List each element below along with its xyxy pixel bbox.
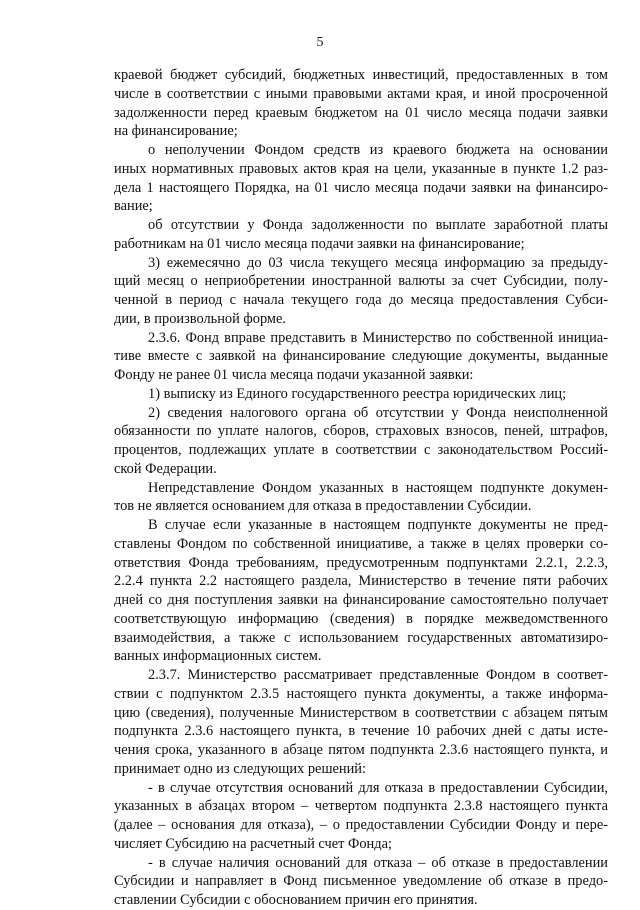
text-line: краевой бюджет субсидий, бюджетных инвестиций, предоставленных в том [114, 67, 608, 83]
text-line: числе в соответствии с иными правовыми актами края, и иной просроченной [114, 85, 608, 102]
text-line: соответствующую информацию (сведения) в порядке межведомственного [114, 610, 608, 627]
text-line: дела 1 настоящего Порядка, на 01 число месяца подачи заявки на финансиро- [114, 179, 608, 196]
text-line: Фонду не ранее 01 числа месяца подачи указанной заявки: [114, 367, 474, 383]
text-line: 2) сведения налогового органа об отсутствии у Фонда неисполненной [148, 404, 608, 421]
text-line: щий месяц о неприобретении иностранной валюты за счет Субсидии, полу- [114, 273, 608, 290]
text-line: на финансирование; [114, 123, 238, 140]
text-line: процентов, подлежащих уплате в соответствии с законодательством Россий- [114, 442, 608, 458]
page-number: 5 [316, 35, 324, 50]
text-line: 2.3.7. Министерство рассматривает представленные Фондом в соответ- [148, 667, 608, 683]
text-line: ставлены Фондом по собственной инициативе, а также в целях проверки со- [114, 535, 608, 552]
text-line: В случае если указанные в настоящем подпункте документы не пред- [148, 517, 608, 533]
text-line: об отсутствии у Фонда задолженности по выплате заработной платы [148, 217, 608, 233]
text-line: вание; [114, 198, 153, 215]
text-line: Субсидии и направляет в Фонд письменное уведомление об отказе в предо- [114, 873, 608, 890]
document-body [114, 66, 608, 910]
text-line: ченной в период с начала текущего года до месяца предоставления Субси- [114, 292, 608, 308]
text-line: (далее – основания для отказа), – о предоставлении Субсидии Фонду и пере- [114, 817, 608, 833]
text-line: цию (сведения), полученные Министерством в соответствии с абзацем пятым [114, 704, 608, 721]
text-line: 2.3.6. Фонд вправе представить в Министерство по собственной инициа- [148, 329, 608, 346]
text-line: ской Федерации. [114, 460, 217, 477]
text-line: подпункта 2.3.6 настоящего пункта, в течение 10 рабочих дней с даты исте- [114, 723, 608, 740]
text-line: 3) ежемесячно до 03 числа текущего месяца информацию за предыду- [148, 254, 608, 271]
text-line: дии, в произвольной форме. [114, 310, 287, 327]
text-line: обязанности по уплате налогов, сборов, страховых взносов, пеней, штрафов, [114, 423, 608, 440]
text-line: задолженности перед краевым бюджетом на 01 число месяца подачи заявки [114, 104, 608, 121]
text-line: ответствия Фонда требованиям, предусмотренным подпунктами 2.2.1, 2.2.3, [114, 554, 608, 571]
text-line: взаимодействия, а также с использованием государственных автоматизиро- [114, 629, 608, 646]
text-line: Непредставление Фондом указанных в настоящем подпункте докумен- [148, 479, 608, 496]
text-line: дней со дня поступления заявки на финансирование самостоятельно получает [114, 592, 608, 608]
text-line: - в случае отсутствия оснований для отказа в предоставлении Субсидии, [148, 779, 608, 796]
text-line: тов не является основанием для отказа в предоставлении Субсидии. [114, 498, 532, 515]
text-line: 2.2.4 пункта 2.2 настоящего раздела, Министерство в течение пяти рабочих [114, 573, 608, 590]
text-line: о неполучении Фондом средств из краевого бюджета на основании [148, 142, 608, 158]
text-line: иных нормативных правовых актов края на цели, указанные в пункте 1.2 раз- [114, 160, 608, 177]
text-line: ствии с подпунктом 2.3.5 настоящего пункта документы, а также информа- [114, 685, 608, 702]
text-line: числяет Субсидию на расчетный счет Фонда; [114, 835, 392, 852]
text-line: работникам на 01 число месяца подачи заявки на финансирование; [114, 235, 525, 252]
text-line: указанных в абзацах втором – четвертом подпункта 2.3.8 настоящего пункта [114, 798, 608, 815]
text-line: ванных информационных систем. [114, 648, 322, 665]
text-line: чения срока, указанного в абзаце пятом подпункта 2.3.6 настоящего пункта, и [114, 742, 608, 758]
text-line: ставлении Субсидии с обоснованием причин его принятия. [114, 892, 478, 908]
text-line: 1) выписку из Единого государственного реестра юридических лиц; [148, 385, 567, 402]
text-line: тиве вместе с заявкой на финансирование следующие документы, выданные [114, 348, 608, 365]
text-line: - в случае наличия оснований для отказа – об отказе в предоставлении [148, 854, 608, 871]
text-line: принимает одно из следующих решений: [114, 760, 367, 777]
